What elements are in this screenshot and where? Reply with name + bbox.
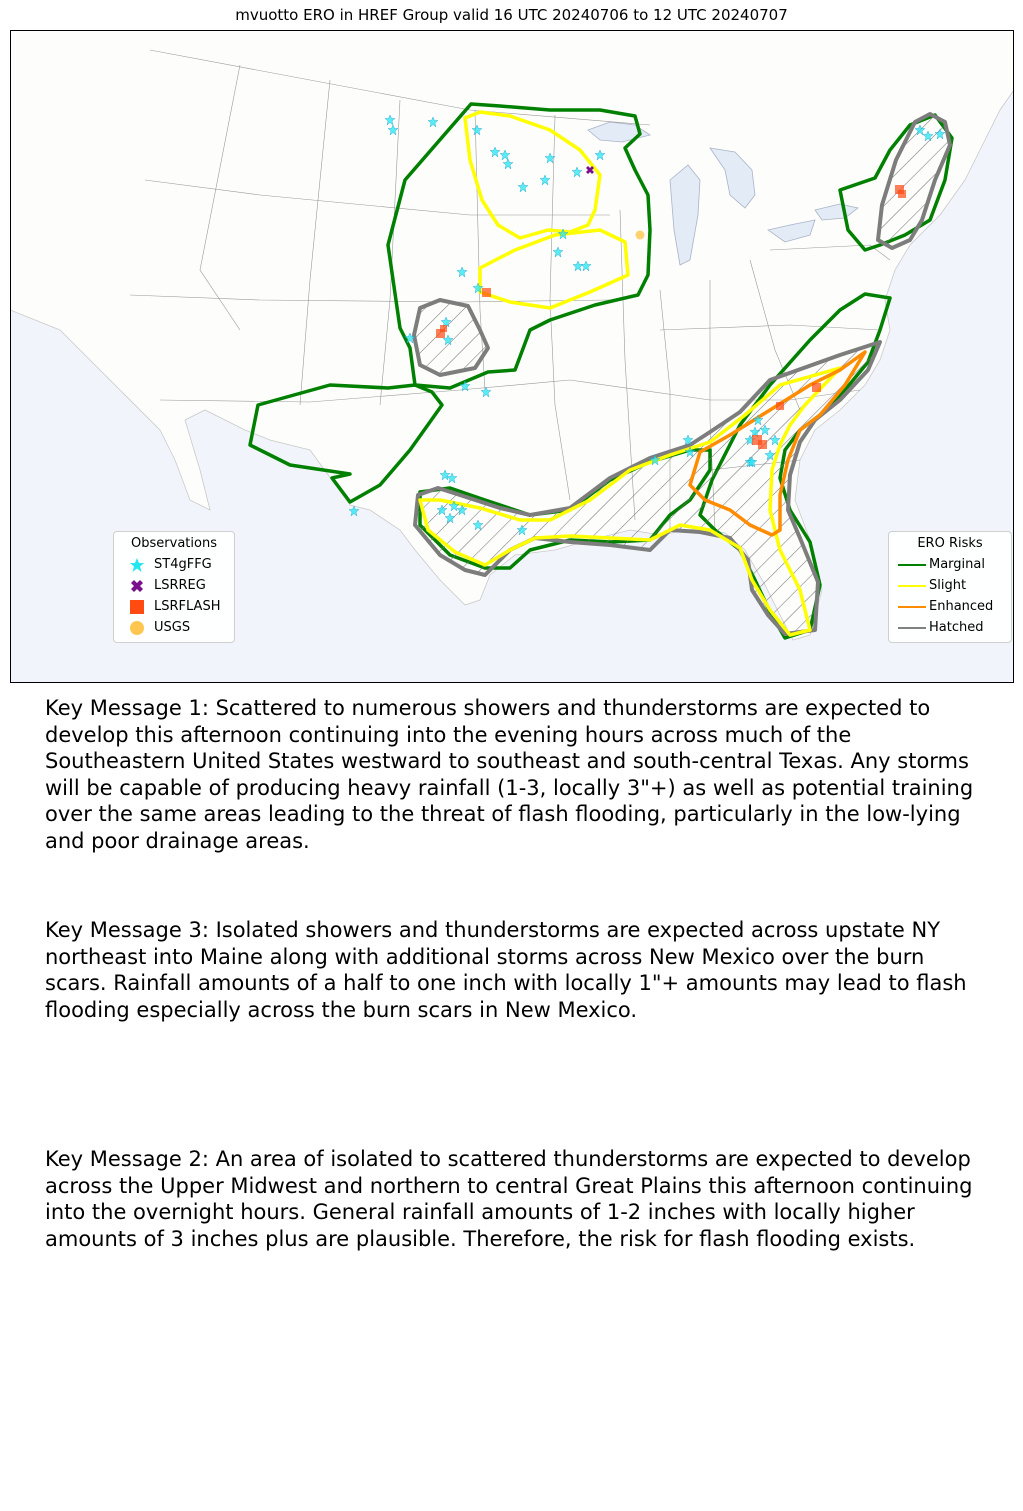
- legend-label: Marginal: [929, 557, 985, 572]
- ero-risks-legend: [888, 531, 1012, 643]
- legend-label: Hatched: [929, 620, 984, 635]
- legend-item-lsrreg: [120, 575, 228, 596]
- legend-label: LSRREG: [154, 578, 206, 593]
- legend-item-usgs: [120, 617, 228, 638]
- square-icon: [120, 596, 154, 617]
- x-icon: [120, 575, 154, 596]
- circle-icon: [636, 231, 645, 240]
- legend-item-marginal: [895, 554, 1005, 575]
- legend-label: USGS: [154, 620, 191, 635]
- usgs-observations: [636, 231, 645, 240]
- star-icon: [120, 554, 154, 575]
- legend-item-enhanced: [895, 596, 1005, 617]
- legend-item-st4gffg: [120, 554, 228, 575]
- legend-item-lsrflash: [120, 596, 228, 617]
- key-message-1: Key Message 1: Scattered to numerous showers and thunderstorms are expected to develop this afternoon continuing into the evening hours across much of the Southeastern United States westward to southeast and south-central Texas. Any storms will be capable of producing heavy rainfall (1-3, locally 3"+) as well as potential training over the same areas leading to the threat of flash flooding, particularly in the low-lying and poor drainage areas.: [45, 696, 974, 853]
- key-message-3: Key Message 3: Isolated showers and thunderstorms are expected across upstate NY northeast into Maine along with additional storms across New Mexico over the burn scars. Rainfall amounts of a half to one inch with locally 1"+ amounts may lead to flash flooding especially across the burn scars in New Mexico.: [45, 918, 967, 1022]
- circle-icon: [120, 617, 154, 638]
- legend-item-slight: [895, 575, 1005, 596]
- key-message-2: Key Message 2: An area of isolated to scattered thunderstorms are expected to develop across the Upper Midwest and northern to central Great Plains this afternoon continuing into the overnight hours. General rainfall amounts of 1-2 inches with locally higher amounts of 3 inches plus are plausible. Therefore, the risk for flash flooding exists.: [45, 1147, 973, 1251]
- map-title: mvuotto ERO in HREF Group valid 16 UTC 20240706 to 12 UTC 20240707: [235, 6, 788, 24]
- ero-legend-title: ERO Risks: [917, 536, 983, 551]
- line-swatch: [895, 617, 929, 638]
- legend-item-hatched: [895, 617, 1005, 638]
- legend-label: ST4gFFG: [154, 557, 212, 572]
- observations-legend: [113, 531, 235, 643]
- legend-label: Slight: [929, 578, 967, 593]
- line-swatch: [895, 554, 929, 575]
- observations-legend-title: Observations: [131, 536, 217, 551]
- legend-label: Enhanced: [929, 599, 994, 614]
- line-swatch: [895, 596, 929, 617]
- line-swatch: [895, 575, 929, 596]
- legend-label: LSRFLASH: [154, 599, 221, 614]
- square-icon: [482, 288, 491, 297]
